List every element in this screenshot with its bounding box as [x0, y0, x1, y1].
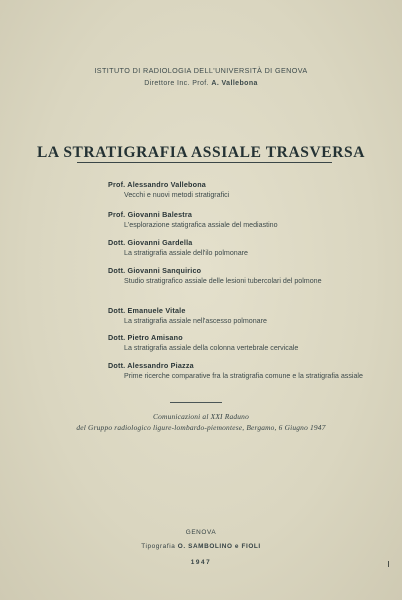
contribution-item — [108, 266, 396, 286]
contribution-item — [108, 238, 396, 258]
contribution-author: Dott. Giovanni Gardella — [108, 238, 193, 247]
footer-year: 1947 — [190, 559, 212, 566]
footer-printer — [0, 543, 402, 550]
contribution-author: Prof. Giovanni Balestra — [108, 210, 193, 219]
contribution-paper: La stratigrafia assiale dell'ilo polmonare — [124, 249, 248, 257]
contribution-author: Dott. Pietro Amisano — [108, 333, 183, 342]
footer-city: GENOVA — [185, 529, 217, 536]
contribution-author: Dott. Giovanni Sanquirico — [108, 266, 202, 275]
communication-line-1: Comunicazioni al XXI Raduno — [153, 412, 249, 421]
contribution-paper: L'esplorazione statigrafica assiale del mediastino — [124, 221, 278, 229]
director-line — [0, 80, 402, 87]
printer-prefix: Tipografia — [141, 543, 176, 550]
contribution-author: Prof. Alessandro Vallebona — [108, 180, 206, 189]
contribution-author: Dott. Alessandro Piazza — [108, 361, 194, 370]
paper-mark — [388, 561, 389, 567]
contribution-author: Dott. Emanuele Vitale — [108, 306, 186, 315]
contribution-item — [108, 210, 396, 230]
director-name: A. Vallebona — [211, 80, 258, 87]
director-prefix: Direttore Inc. Prof. — [144, 80, 209, 87]
contribution-paper: Studio stratigrafico assiale delle lesioni tubercolari del polmone — [124, 277, 322, 285]
contribution-paper: La stratigrafia assiale della colonna vertebrale cervicale — [124, 344, 299, 352]
contribution-item — [108, 306, 396, 326]
contribution-item — [108, 333, 396, 353]
document-title: LA STRATIGRAFIA ASSIALE TRASVERSA — [36, 144, 366, 161]
communication-line-2: del Gruppo radiologico ligure-lombardo-piemontese, Bergamo, 6 Giugno 1947 — [76, 423, 326, 432]
contribution-paper: Prime ricerche comparative fra la stratigrafia comune e la stratigrafia assiale — [124, 372, 363, 380]
contribution-item — [108, 180, 396, 200]
contribution-paper: Vecchi e nuovi metodi stratigrafici — [124, 191, 230, 199]
contribution-item — [108, 361, 396, 381]
title-underline — [77, 162, 332, 163]
institute-header: ISTITUTO DI RADIOLOGIA DELL'UNIVERSITÀ DI GENOVA — [94, 66, 308, 75]
contribution-paper: La stratigrafia assiale nell'ascesso polmonare — [124, 317, 267, 325]
section-divider — [170, 402, 222, 403]
printer-name: O. SAMBOLINO e FIOLI — [177, 543, 261, 550]
